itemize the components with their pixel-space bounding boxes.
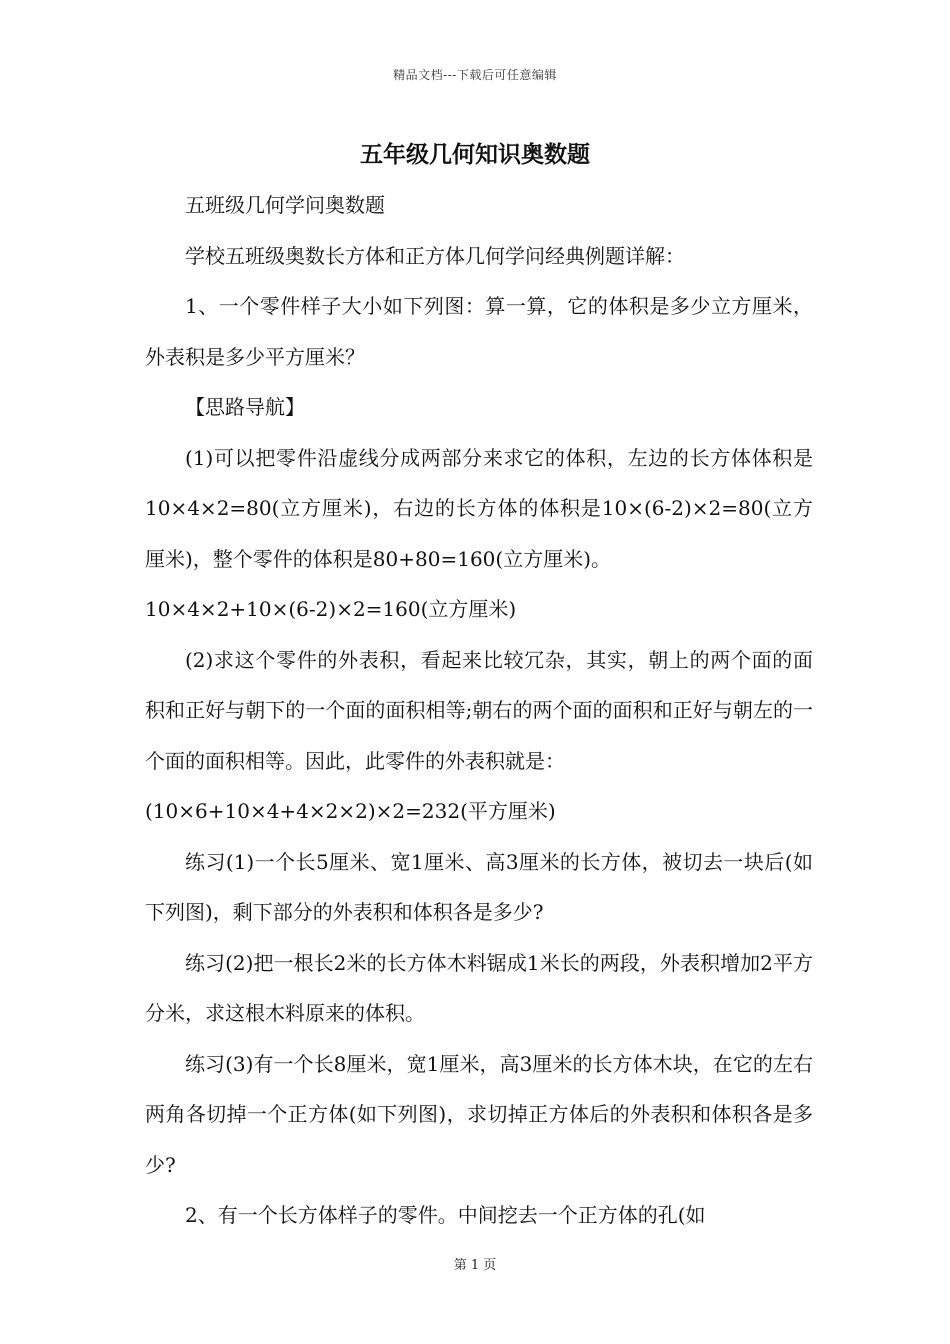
paragraph-exercise-2: 练习(2)把一根长2米的长方体木料锯成1米长的两段，外表积增加2平方分米，求这根木料原来的体积。 — [145, 950, 813, 1025]
paragraph-subtitle: 五班级几何学问奥数题 — [185, 193, 385, 217]
document-title: 五年级几何知识奥数题 — [360, 141, 590, 168]
paragraph-exercise-3: 练习(3)有一个长8厘米，宽1厘米，高3厘米的长方体木块，在它的左右两角各切掉一个正方体(如下列图)，求切掉正方体后的外表积和体积各是多少? — [145, 1051, 813, 1177]
paragraph-volume-formula: 10×4×2+10×(6-2)×2=160(立方厘米) — [145, 597, 517, 621]
paragraph-question-1: 1、一个零件样子大小如下列图：算一算，它的体积是多少立方厘米，外表积是多少平方厘米？ — [145, 294, 813, 369]
paragraph-area-explanation: (2)求这个零件的外表积，看起来比较冗杂，其实，朝上的两个面的面积和正好与朝下的一个面的面积相等;朝右的两个面的面积和正好与朝左的一个面的面积相等。因此，此零件的外表积就是： — [145, 647, 813, 773]
page-number: 第 1 页 — [453, 1258, 497, 1273]
paragraph-question-2: 2、有一个长方体样子的零件。中间挖去一个正方体的孔(如 — [185, 1203, 706, 1227]
paragraph-hint-heading: 【思路导航】 — [185, 395, 305, 419]
paragraph-volume-explanation: (1)可以把零件沿虚线分成两部分来求它的体积，左边的长方体体积是10×4×2=80(立方厘米)，右边的长方体的体积是10×(6-2)×2=80(立方厘米)，整个零件的体积是80+80=160(立方厘米)。 — [145, 445, 813, 571]
paragraph-intro: 学校五班级奥数长方体和正方体几何学问经典例题详解： — [185, 243, 685, 268]
page-header: 精品文档---下载后可任意编辑 — [393, 68, 557, 82]
document-body — [145, 180, 813, 1241]
paragraph-exercise-1: 练习(1)一个长5厘米、宽1厘米、高3厘米的长方体，被切去一块后(如下列图)，剩下部分的外表积和体积各是多少? — [145, 849, 813, 924]
paragraph-area-formula: (10×6+10×4+4×2×2)×2=232(平方厘米) — [145, 799, 556, 823]
